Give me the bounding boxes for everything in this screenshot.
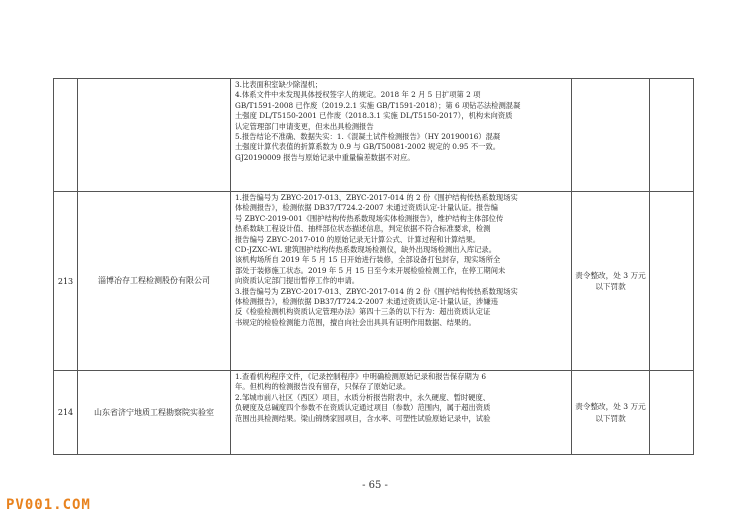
content-line: 范围出具检测结果。梁山锦绣家园项目，含水率、可塑性试验原始记录中，试验 xyxy=(235,413,491,423)
content-line: GB/T1591-2008 已作废（2019.2.1 实施 GB/T1591-2018）；第 6 项钻芯法检测混凝 xyxy=(235,100,521,110)
content-line: 部处于装修施工状态。2019 年 5 月 15 日至今未开展检验检测工作，在停工期间未 xyxy=(235,265,506,275)
content-line: 4.体系文件中未发现具体授权签字人的规定。2018 年 2 月 5 日扩项第 2 项 xyxy=(235,90,481,100)
remarks-cell xyxy=(650,79,694,192)
row-number: 213 xyxy=(54,192,78,371)
content-line: 号 ZBYC-2019-001《围护结构传热系数现场实体检测报告》，维护结构主体部位传 xyxy=(235,213,504,223)
content-line: 土强度计算代表值的折算系数为 0.9 与 GB/T50081-2002 规定的 0.95 不一致。 xyxy=(235,142,501,152)
content-line: 向资质认定部门提出暂停工作的申请。 xyxy=(235,276,360,286)
remarks-cell xyxy=(650,371,694,455)
organization-name: 淄博冶存工程检测股份有限公司 xyxy=(78,192,231,371)
table-row xyxy=(54,371,694,455)
page-number: - 65 - xyxy=(362,480,388,491)
content-line: CD-JZXC-WL 建筑围护结构传热系数现场检测仪，缺外出现场检测出入库记录。 xyxy=(235,245,497,255)
content-line: 反《检验检测机构资质认定管理办法》第四十三条的以下行为：超出资质认定证 xyxy=(235,307,491,317)
violation-content xyxy=(231,79,572,192)
watermark-logo: PV001.COM xyxy=(6,497,91,513)
content-line: 3.比表面积室缺少除湿机； xyxy=(235,80,323,89)
content-line: 体检测报告》，检测依据 DB37/T724.2-2007 未通过资质认定-计量认证，涉嫌违 xyxy=(235,297,498,307)
penalty-table xyxy=(53,78,694,455)
remarks-cell xyxy=(650,192,694,371)
penalty-decision xyxy=(572,79,650,192)
content-line: 3.报告编号为 ZBYC-2017-013、ZBYC-2017-014 的 2 份《围护结构传热系数现场实 xyxy=(235,286,518,296)
content-line: 年。但机构的检测报告没有留存，只保存了原始记录。 xyxy=(235,382,411,392)
content-line: 认定管理部门申请变更，但未出具检测报告 xyxy=(235,121,374,131)
content-line: 1.查看机构程序文件，《记录控制程序》中明确检测原始记录和报告保存期为 6 xyxy=(235,372,487,381)
organization-name: 山东省济宁地质工程勘察院实验室 xyxy=(78,371,231,455)
content-line: 报告编号 ZBYC-2017-010 的原始记录无计算公式、计算过程和计算结果。 xyxy=(235,234,481,244)
content-line: 该机构场所自 2019 年 5 月 15 日开始进行装修，全部设备打包封存，现实场所全 xyxy=(235,255,501,265)
violation-content xyxy=(231,192,572,371)
table-row xyxy=(54,192,694,371)
row-number: 214 xyxy=(54,371,78,455)
content-line: 5.报告结论不准确、数据失实：1.《混凝土试件检测报告》（HY 20190016）混凝 xyxy=(235,132,501,142)
row-number xyxy=(54,79,78,192)
content-line: 负硬度及总碱度四个参数不在资质认定通过项目（参数）范围内，属于超出资质 xyxy=(235,403,491,413)
content-line: 书规定的检验检测能力范围，擅自向社会出具具有证明作用数据、结果的。 xyxy=(235,317,476,327)
organization-name xyxy=(78,79,231,192)
content-line: 2.邹城市前八社区（西区）项目，水质分析报告附表中，永久硬度、暂时硬度、 xyxy=(235,392,491,402)
penalty-decision: 责令整改，处 3 万元以下罚款 xyxy=(572,192,650,371)
content-line: 热系数缺工程设计值、抽样部位状态描述信息，判定依据不符合标准要求，检测 xyxy=(235,224,491,234)
penalty-decision: 责令整改，处 3 万元以下罚款 xyxy=(572,371,650,455)
content-line: 1.报告编号为 ZBYC-2017-013、ZBYC-2017-014 的 2 份《围护结构传热系数现场实 xyxy=(235,193,518,202)
violation-content xyxy=(231,371,572,455)
table-row xyxy=(54,79,694,192)
content-line: 体检测报告》，检测依据 DB37/T724.2-2007 未通过资质认定-计量认证。报告编 xyxy=(235,203,498,213)
content-line: 土强度 DL/T5150-2001 已作废（2018.3.1 实施 DL/T5150-2017），机构未向资质 xyxy=(235,111,513,121)
content-line: GJ20190009 报告与原始记录中重量偏差数据不对应。 xyxy=(235,152,415,162)
